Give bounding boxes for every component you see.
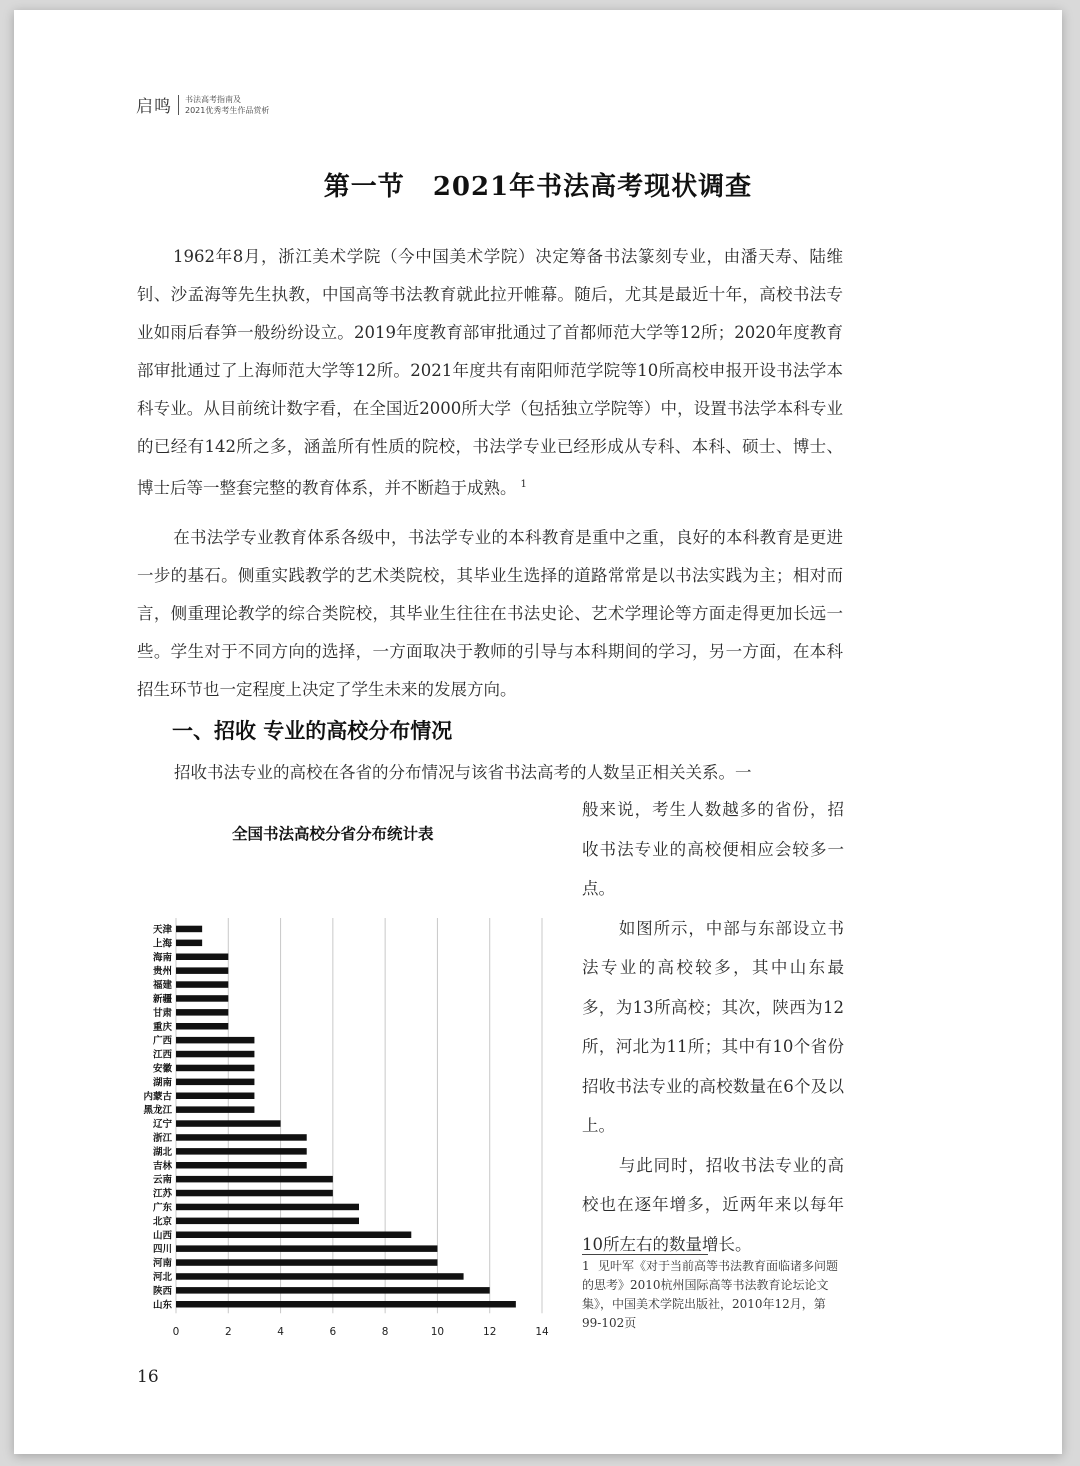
bar-新疆 xyxy=(176,995,228,1002)
category-label-陕西: 陕西 xyxy=(152,1285,172,1297)
bar-天津 xyxy=(176,926,202,933)
bar-湖南 xyxy=(176,1079,254,1086)
book-page xyxy=(14,10,1062,1454)
category-label-贵州: 贵州 xyxy=(152,966,172,978)
x-tick-4: 4 xyxy=(277,1326,284,1339)
paragraph-1-text: 1962年8月，浙江美术学院（今中国美术学院）决定筹备书法篆刻专业，由潘天寿、陆维钊、沙孟海等先生执教，中国高等书法教育就此拉开帷幕。随后，尤其是最近十年，高校书法专业如雨后春笋一般纷纷设立。2019年度教育部审批通过了首都师范大学等12所；2020年度教育部审批通过了上海师范大学等12所。2021年度共有南阳师范学院等10所高校申报开设书法学本科专业。从目前统计数字看，在全国近2000所大学（包括独立学院等）中，设置书法学本科专业的已经有142所之多，涵盖所有性质的院校，书法学专业已经形成从专科、本科、硕士、博士、博士后等一整套完整的教育体系，并不断趋于成熟。 xyxy=(137,247,843,498)
bar-江苏 xyxy=(176,1190,333,1197)
bar-广西 xyxy=(176,1037,254,1044)
bar-四川 xyxy=(176,1245,437,1252)
paragraph-3: 招收书法专业的高校在各省的分布情况与该省书法高考的人数呈正相关关系。一 xyxy=(174,763,752,782)
bar-陕西 xyxy=(176,1287,490,1294)
category-label-江西: 江西 xyxy=(152,1049,172,1061)
running-head-divider xyxy=(178,95,179,115)
bar-重庆 xyxy=(176,1023,228,1030)
category-label-上海: 上海 xyxy=(152,938,172,950)
bar-湖北 xyxy=(176,1148,307,1155)
category-label-河北: 河北 xyxy=(152,1271,172,1283)
bar-广东 xyxy=(176,1204,359,1211)
running-head-line1: 书法高考指南及 xyxy=(185,94,241,104)
category-label-北京: 北京 xyxy=(152,1216,172,1228)
paragraph-2-text: 在书法学专业教育体系各级中，书法学专业的本科教育是重中之重，良好的本科教育是更进一步的基石。侧重实践教学的艺术类院校，其毕业生选择的道路常常是以书法实践为主；相对而言，侧重理论教学的综合类院校，其毕业生往往在书法史论、艺术学理论等方面走得更加长远一些。学生对于不同方向的选择，一方面取决于教师的引导与本科期间的学习，另一方面，在本科招生环节也一定程度上决定了学生未来的发展方向。 xyxy=(137,528,843,699)
bar-黑龙江 xyxy=(176,1106,254,1113)
province-bar-chart xyxy=(132,910,572,1340)
bar-上海 xyxy=(176,940,202,947)
category-label-内蒙古: 内蒙古 xyxy=(143,1091,172,1103)
category-label-山东: 山东 xyxy=(152,1299,172,1311)
x-tick-8: 8 xyxy=(381,1326,389,1339)
category-label-云南: 云南 xyxy=(152,1174,172,1186)
category-label-河南: 河南 xyxy=(152,1258,172,1270)
category-label-广西: 广西 xyxy=(152,1035,172,1047)
section-label: 第一节 xyxy=(323,172,405,202)
footnote xyxy=(582,1257,844,1333)
bar-江西 xyxy=(176,1051,254,1058)
category-label-山西: 山西 xyxy=(152,1230,172,1242)
section-heading: 2021年书法高考现状调查 xyxy=(432,172,753,202)
category-label-重庆: 重庆 xyxy=(152,1021,172,1033)
running-head-line2: 2021优秀考生作品赏析 xyxy=(185,105,270,115)
bar-河南 xyxy=(176,1259,437,1266)
side-paragraph-3-text: 与此同时，招收书法专业的高校也在逐年增多，近两年来以每年10所左右的数量增长。 xyxy=(582,1155,844,1254)
x-tick-12: 12 xyxy=(483,1326,497,1339)
side-paragraph-1: 般来说，考生人数越多的省份，招收书法专业的高校便相应会较多一点。 xyxy=(582,800,844,898)
bar-河北 xyxy=(176,1273,464,1280)
footnote-text: 见叶军《对于当前高等书法教育面临诸多问题的思考》2010杭州国际高等书法教育论坛论文集》，中国美术学院出版社，2010年12月，第99-102页 xyxy=(582,1259,839,1330)
side-column xyxy=(582,790,844,1264)
bar-福建 xyxy=(176,981,228,988)
page-number: 16 xyxy=(137,1367,159,1387)
bar-安徽 xyxy=(176,1065,254,1072)
bar-辽宁 xyxy=(176,1120,281,1127)
category-label-新疆: 新疆 xyxy=(152,993,172,1005)
category-label-江苏: 江苏 xyxy=(152,1188,172,1200)
category-label-浙江: 浙江 xyxy=(152,1132,172,1144)
category-label-吉林: 吉林 xyxy=(152,1160,172,1172)
bar-吉林 xyxy=(176,1162,307,1169)
bar-内蒙古 xyxy=(176,1093,254,1100)
bar-浙江 xyxy=(176,1134,307,1141)
bar-贵州 xyxy=(176,967,228,974)
bar-海南 xyxy=(176,954,228,961)
x-tick-14: 14 xyxy=(535,1326,549,1339)
category-label-辽宁: 辽宁 xyxy=(152,1119,172,1131)
running-head xyxy=(136,92,269,117)
paragraph-2 xyxy=(137,519,843,709)
bar-山东 xyxy=(176,1301,516,1308)
running-head-logo: 启鸣 xyxy=(136,97,172,117)
footnote-marker: 1 xyxy=(520,479,527,490)
running-head-subtitle xyxy=(185,94,269,116)
category-label-福建: 福建 xyxy=(152,980,172,992)
subsection-heading: 一、招收 专业的高校分布情况 xyxy=(172,719,453,743)
x-tick-6: 6 xyxy=(329,1326,337,1339)
paragraph-1 xyxy=(137,238,843,508)
category-label-海南: 海南 xyxy=(152,952,172,964)
bar-北京 xyxy=(176,1218,359,1225)
section-title xyxy=(14,166,1062,203)
side-paragraph-3 xyxy=(582,1146,844,1265)
footnote-number: 1 xyxy=(582,1259,590,1273)
category-label-天津: 天津 xyxy=(152,924,172,936)
side-paragraph-2 xyxy=(582,909,844,1146)
category-label-安徽: 安徽 xyxy=(152,1063,172,1075)
category-label-湖南: 湖南 xyxy=(152,1077,172,1089)
x-tick-0: 0 xyxy=(172,1326,180,1339)
category-label-湖北: 湖北 xyxy=(152,1146,172,1158)
category-label-四川: 四川 xyxy=(152,1244,172,1256)
category-label-甘肃: 甘肃 xyxy=(152,1007,172,1019)
x-tick-2: 2 xyxy=(224,1326,232,1339)
footnote-rule xyxy=(582,1254,708,1255)
x-tick-10: 10 xyxy=(430,1326,445,1339)
bar-山西 xyxy=(176,1232,411,1239)
chart-title: 全国书法高校分省分布统计表 xyxy=(232,825,434,843)
category-label-黑龙江: 黑龙江 xyxy=(143,1105,172,1117)
bar-甘肃 xyxy=(176,1009,228,1016)
side-paragraph-2-text: 如图所示，中部与东部设立书法专业的高校较多，其中山东最多，为13所高校；其次，陕西为12所，河北为11所；其中有10个省份招收书法专业的高校数量在6个及以上。 xyxy=(582,918,844,1135)
category-label-广东: 广东 xyxy=(152,1202,172,1214)
bar-云南 xyxy=(176,1176,333,1183)
